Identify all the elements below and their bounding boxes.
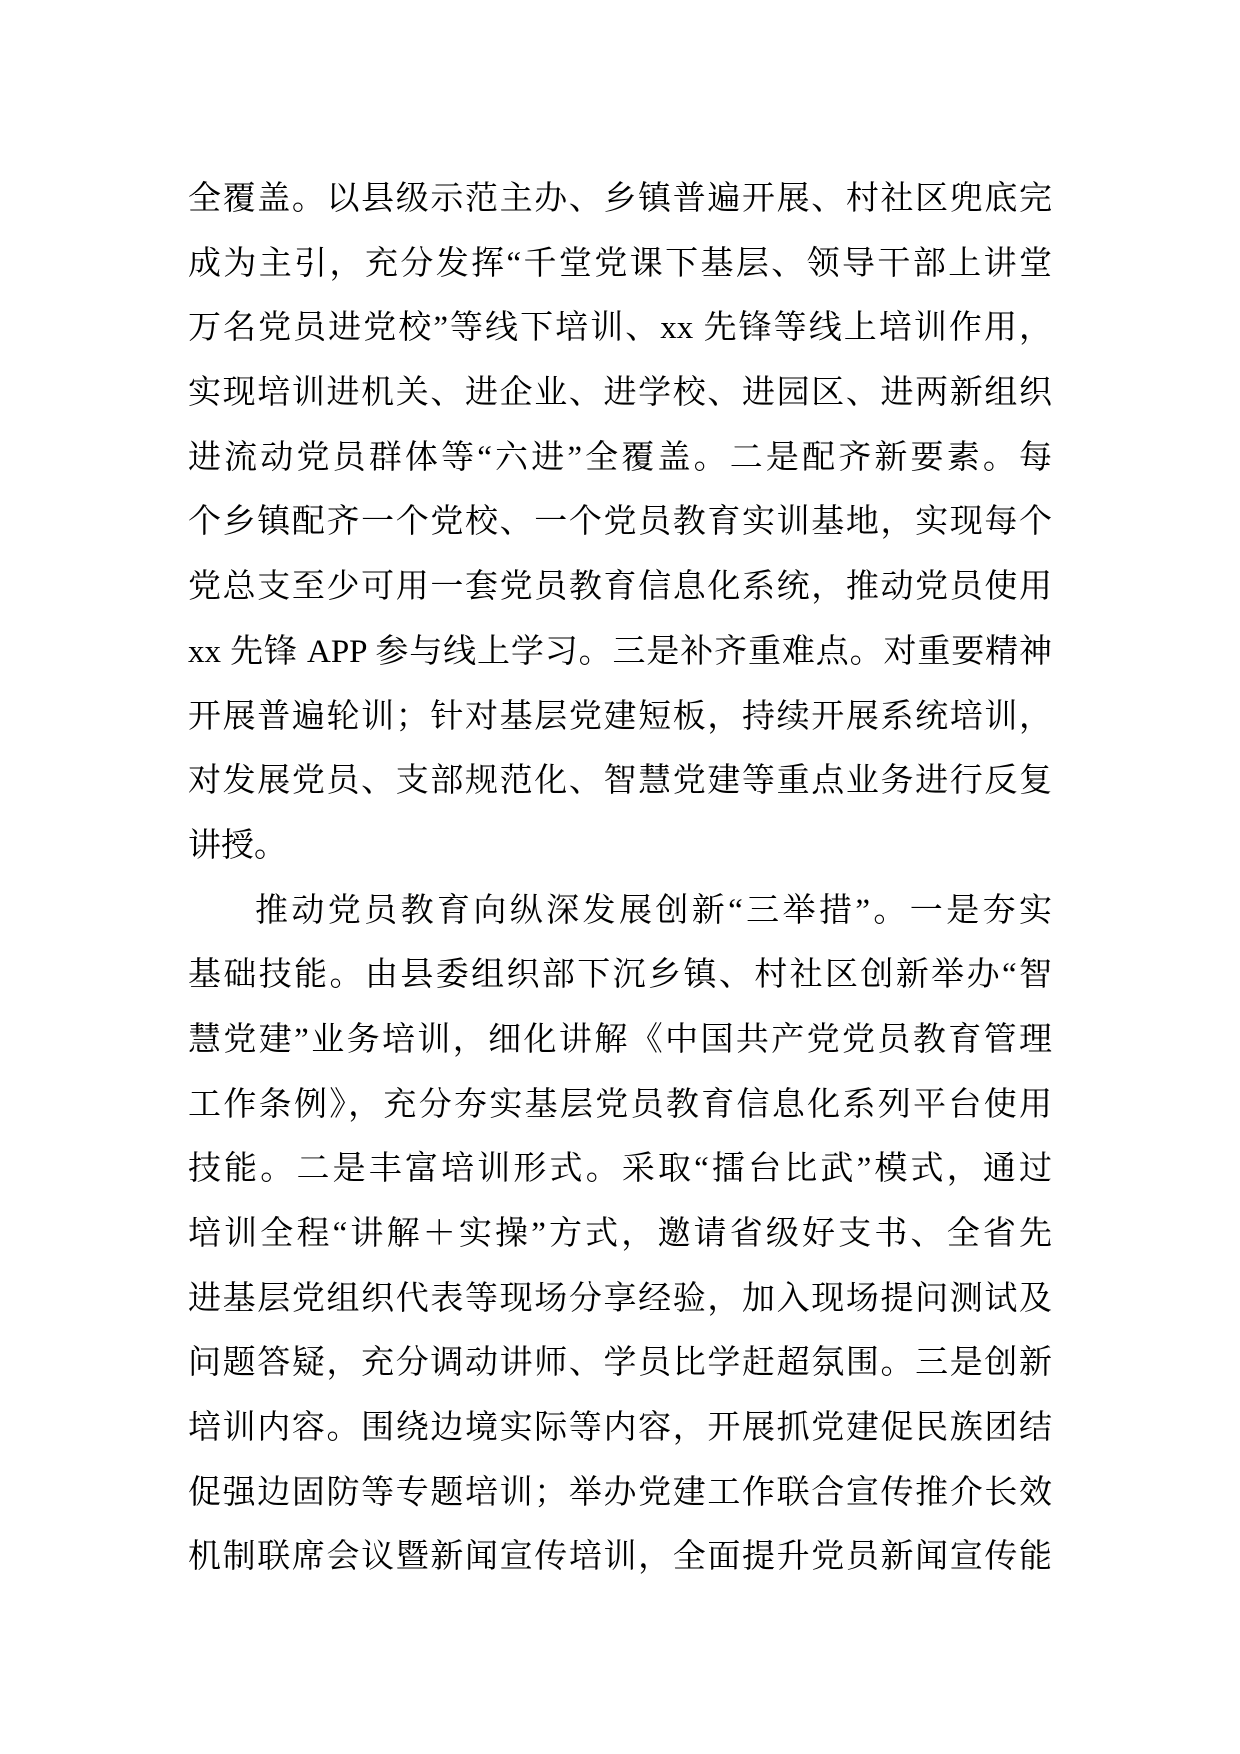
text-line: 培训全程“讲解＋实操”方式，邀请省级好支书、全省先 — [188, 1216, 1052, 1252]
text-line: 慧党建”业务培训，细化讲解《中国共产党党员教育管理 — [188, 1021, 1052, 1058]
text-line: 促强边固防等专题培训；举办党建工作联合宣传推介长效 — [188, 1474, 1052, 1511]
text-line: 个乡镇配齐一个党校、一个党员教育实训基地，实现每个 — [188, 504, 1052, 541]
text-line: 讲授。 — [188, 827, 287, 864]
text-line: 对发展党员、支部规范化、智慧党建等重点业务进行反复 — [188, 763, 1052, 800]
body-text — [188, 167, 1052, 1590]
text-line: 推动党员教育向纵深发展创新“三举措”。一是夯实 — [255, 892, 1052, 929]
paragraph-2 — [188, 879, 1052, 1591]
text-line: 问题答疑，充分调动讲师、学员比学赶超氛围。三是创新 — [188, 1345, 1052, 1382]
text-line: 进流动党员群体等“六进”全覆盖。二是配齐新要素。每 — [188, 439, 1052, 476]
text-line: 进基层党组织代表等现场分享经验，加入现场提问测试及 — [188, 1280, 1052, 1317]
text-line: 培训内容。围绕边境实际等内容，开展抓党建促民族团结 — [188, 1410, 1052, 1447]
paragraph-1 — [188, 167, 1052, 879]
text-line: 党总支至少可用一套党员教育信息化系统，推动党员使用 — [188, 569, 1052, 606]
text-line: 技能。二是丰富培训形式。采取“擂台比武”模式，通过 — [188, 1151, 1052, 1188]
text-line: 基础技能。由县委组织部下沉乡镇、村社区创新举办“智 — [188, 957, 1052, 994]
text-line: 全覆盖。以县级示范主办、乡镇普遍开展、村社区兜底完 — [188, 181, 1052, 217]
text-line: 开展普遍轮训；针对基层党建短板，持续开展系统培训， — [188, 698, 1052, 735]
text-line: 实现培训进机关、进企业、进学校、进园区、进两新组织 — [188, 375, 1052, 412]
text-line: 工作条例》，充分夯实基层党员教育信息化系列平台使用 — [188, 1086, 1052, 1123]
text-line: 万名党员进党校”等线下培训、xx 先锋等线上培训作用， — [188, 310, 1052, 347]
text-line: 成为主引，充分发挥“千堂党课下基层、领导干部上讲堂 — [188, 245, 1052, 282]
text-line: xx 先锋 APP 参与线上学习。三是补齐重难点。对重要精神 — [188, 633, 1052, 670]
text-line: 机制联席会议暨新闻宣传培训，全面提升党员新闻宣传能 — [188, 1539, 1052, 1576]
